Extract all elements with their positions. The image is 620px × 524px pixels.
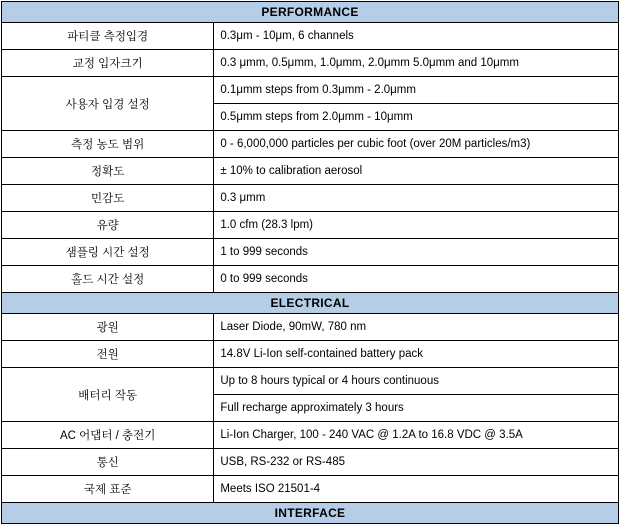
row-value: 0.5μmm steps from 2.0μmm - 10μmm xyxy=(214,104,619,131)
table-row xyxy=(2,50,619,77)
row-value: 1 to 999 seconds xyxy=(214,239,619,266)
row-label: 정확도 xyxy=(2,158,214,185)
table-row xyxy=(2,449,619,476)
table-row xyxy=(2,368,619,395)
section-title: INTERFACE xyxy=(2,503,619,524)
section-header-row xyxy=(2,293,619,314)
row-label: 교정 입자크기 xyxy=(2,50,214,77)
table-row xyxy=(2,341,619,368)
table-row xyxy=(2,77,619,104)
row-value: Full recharge approximately 3 hours xyxy=(214,395,619,422)
table-row xyxy=(2,185,619,212)
row-label: 민감도 xyxy=(2,185,214,212)
table-row xyxy=(2,239,619,266)
row-label: 홀드 시간 설정 xyxy=(2,266,214,293)
row-value: 0 - 6,000,000 particles per cubic foot (over 20M particles/m3) xyxy=(214,131,619,158)
section-header-row xyxy=(2,503,619,524)
row-value: 0.3 μmm, 0.5μmm, 1.0μmm, 2.0μmm 5.0μmm and 10μmm xyxy=(214,50,619,77)
row-value: 0 to 999 seconds xyxy=(214,266,619,293)
row-value: 0.3 μmm xyxy=(214,185,619,212)
row-label: 사용자 입경 설정 xyxy=(2,77,214,131)
specifications-table xyxy=(1,1,619,524)
row-value: 0.1μmm steps from 0.3μmm - 2.0μmm xyxy=(214,77,619,104)
table-row xyxy=(2,314,619,341)
table-row xyxy=(2,131,619,158)
section-title: PERFORMANCE xyxy=(2,2,619,23)
row-value: Laser Diode, 90mW, 780 nm xyxy=(214,314,619,341)
row-label: 통신 xyxy=(2,449,214,476)
section-header-row xyxy=(2,2,619,23)
row-label: AC 어댑터 / 충전기 xyxy=(2,422,214,449)
row-value: 0.3μm - 10μm, 6 channels xyxy=(214,23,619,50)
row-value: Li-Ion Charger, 100 - 240 VAC @ 1.2A to 16.8 VDC @ 3.5A xyxy=(214,422,619,449)
row-value: Meets ISO 21501-4 xyxy=(214,476,619,503)
row-label: 측정 농도 범위 xyxy=(2,131,214,158)
row-value: USB, RS-232 or RS-485 xyxy=(214,449,619,476)
row-label: 국제 표준 xyxy=(2,476,214,503)
row-value: Up to 8 hours typical or 4 hours continuous xyxy=(214,368,619,395)
row-value: 14.8V Li-Ion self-contained battery pack xyxy=(214,341,619,368)
table-row xyxy=(2,23,619,50)
row-value: ± 10% to calibration aerosol xyxy=(214,158,619,185)
table-row xyxy=(2,476,619,503)
table-row xyxy=(2,422,619,449)
table-body xyxy=(2,2,619,524)
section-title: ELECTRICAL xyxy=(2,293,619,314)
table-row xyxy=(2,266,619,293)
row-label: 유량 xyxy=(2,212,214,239)
row-value: 1.0 cfm (28.3 lpm) xyxy=(214,212,619,239)
table-row xyxy=(2,158,619,185)
row-label: 샘플링 시간 설정 xyxy=(2,239,214,266)
row-label: 광원 xyxy=(2,314,214,341)
row-label: 전원 xyxy=(2,341,214,368)
table-row xyxy=(2,212,619,239)
row-label: 파티클 측정입경 xyxy=(2,23,214,50)
row-label: 배터리 작동 xyxy=(2,368,214,422)
